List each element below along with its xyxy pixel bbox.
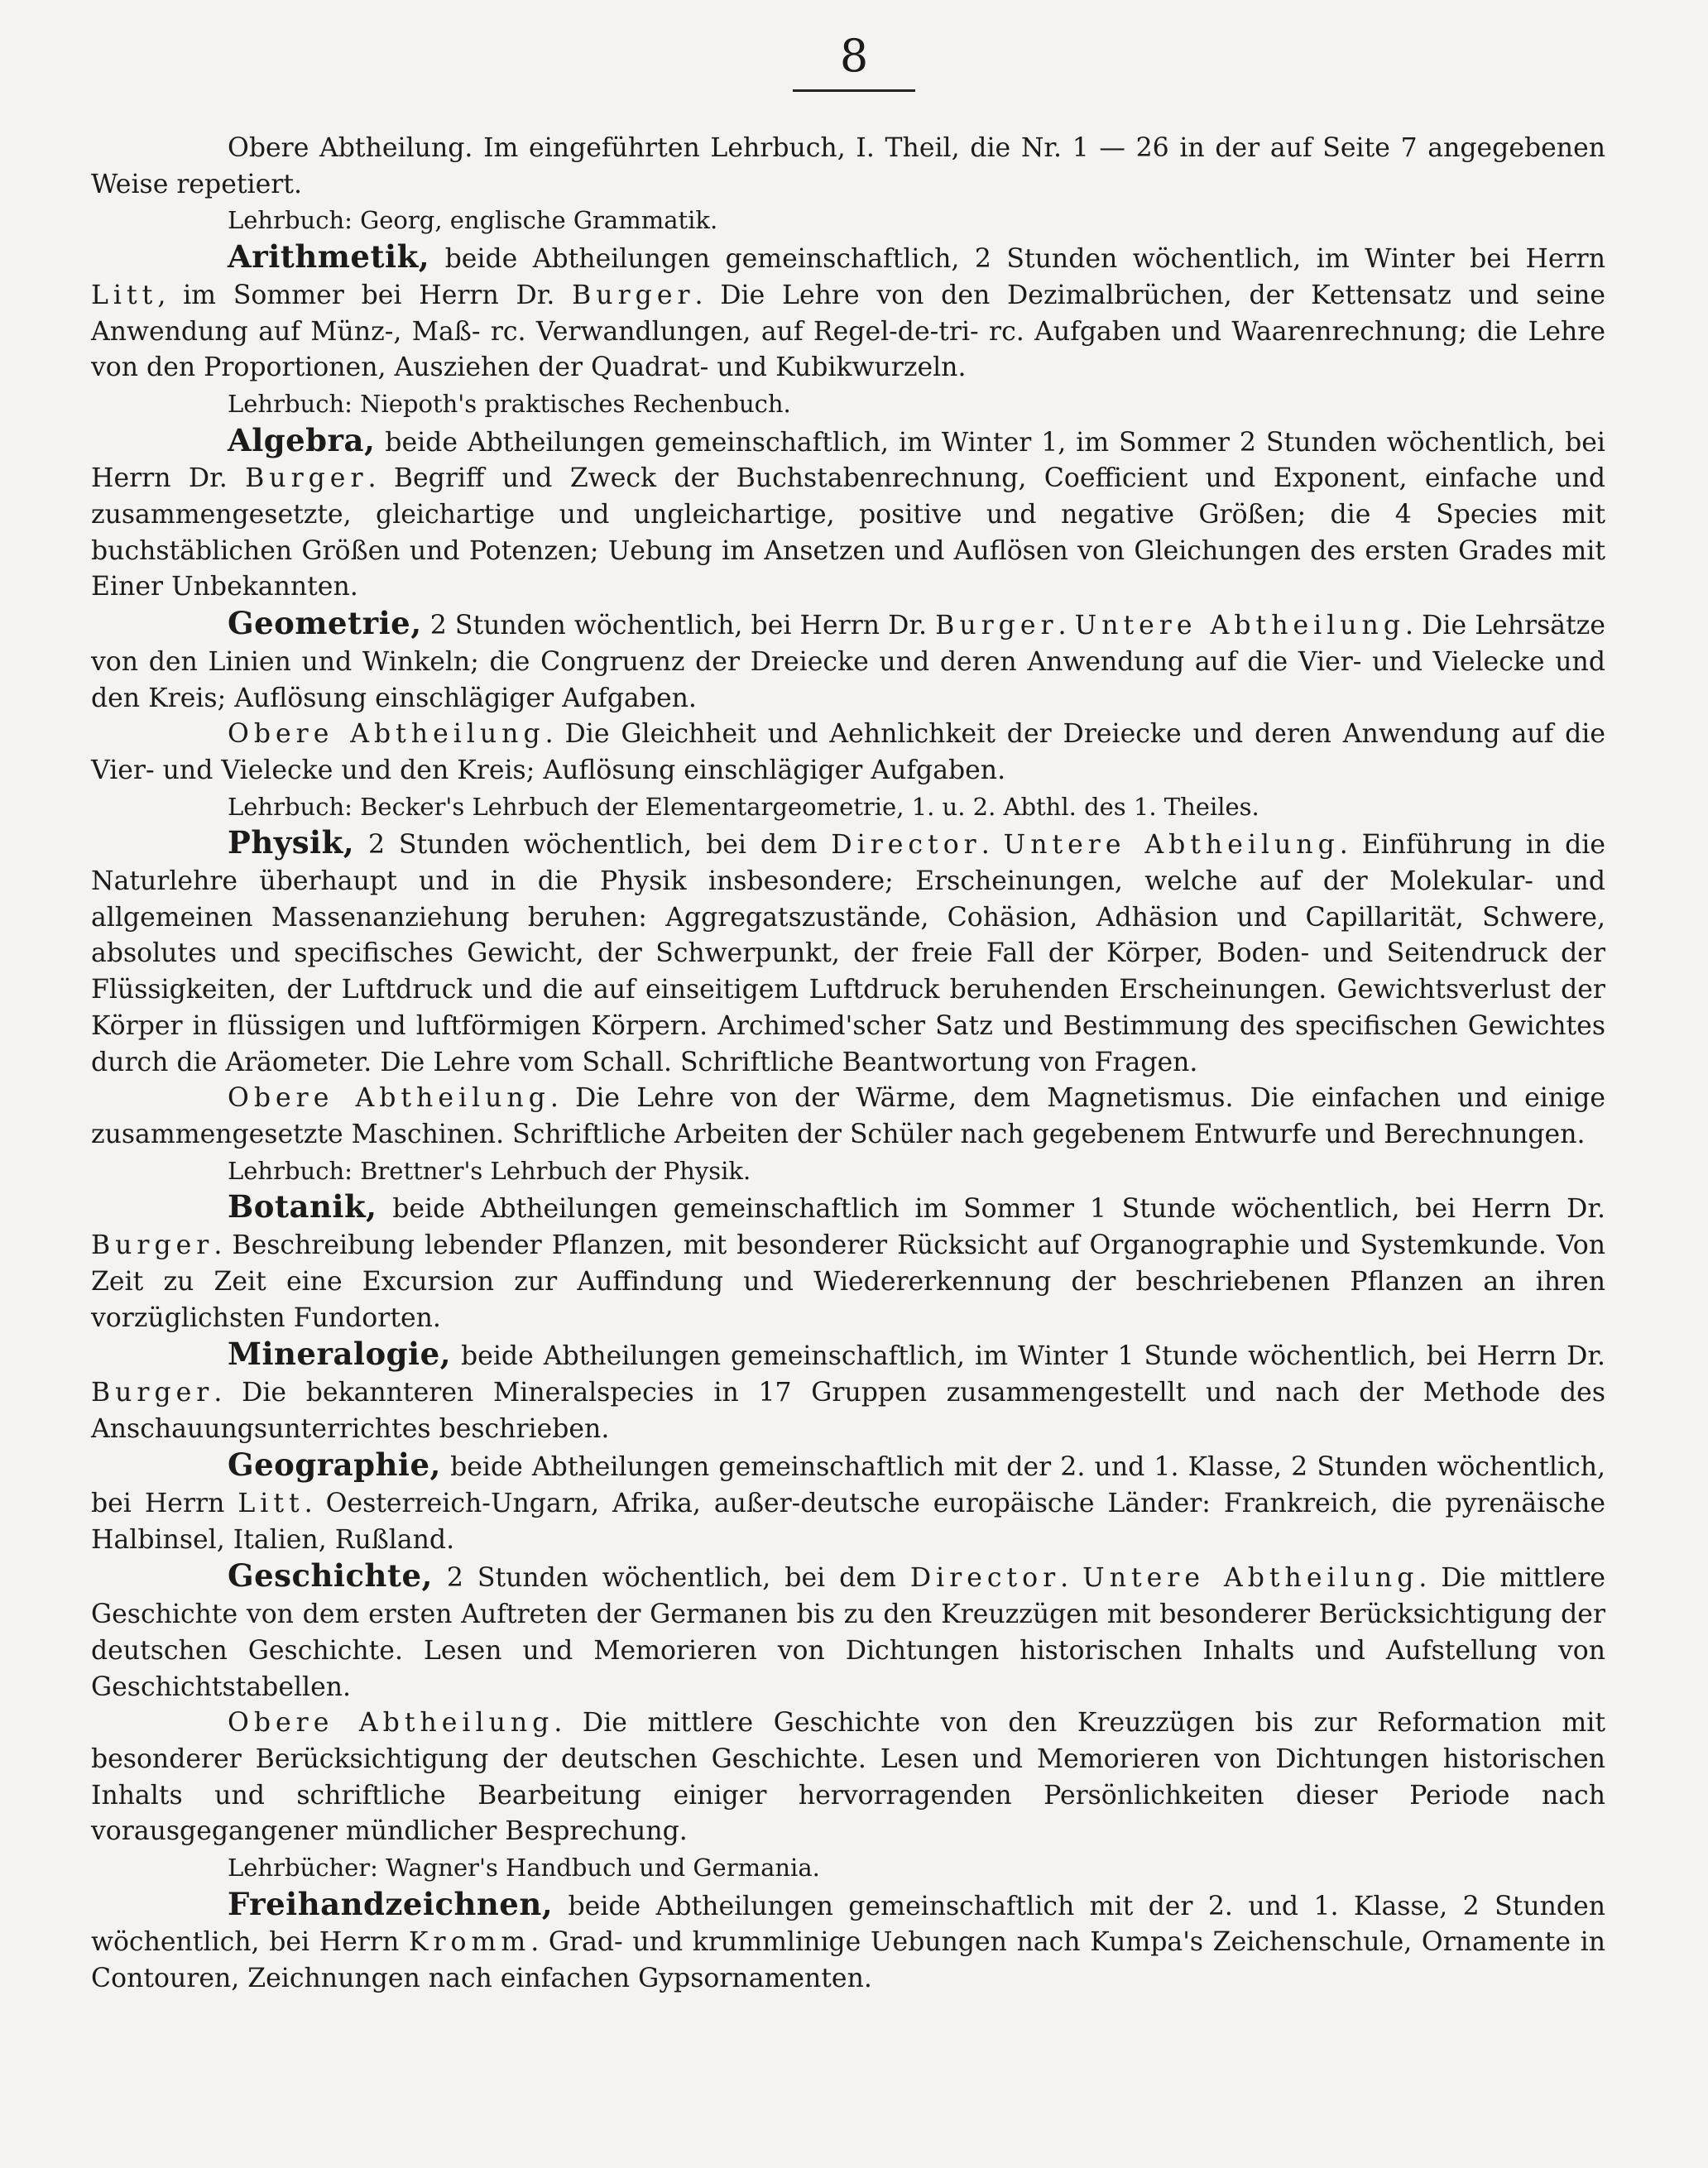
paragraph-text: Lehrbuch: Brettner's Lehrbuch der Physik.: [228, 1156, 751, 1185]
paragraph-text: beide Abtheilungen gemeinschaftlich mit der 2. und 1. Klasse, 2 Stunden wöchentlich, bei Herrn: [91, 1452, 1605, 1519]
subject-paragraph: [91, 1189, 1605, 1336]
subject-paragraph: [91, 606, 1605, 717]
textbook-note: [91, 203, 1605, 239]
subject-heading: Freihandzeichnen,: [228, 1885, 554, 1922]
subject-paragraph: [91, 1336, 1605, 1447]
spaced-name: Untere Abtheilung: [1074, 611, 1406, 641]
paragraph-text: Lehrbuch: Georg, englische Grammatik.: [228, 206, 718, 235]
paragraph-text: . Die bekannteren Mineralspecies in 17 Gruppen zusammengestellt und nach der Methode des Anschauungsunterrichtes beschrieben.: [91, 1377, 1605, 1444]
subject-heading: Geometrie,: [228, 605, 422, 642]
textbook-note: [91, 789, 1605, 826]
subject-paragraph: [91, 1447, 1605, 1558]
paragraph-text: . Die Lehrsätze von den Linien und Winkeln; die Congruenz der Dreiecke und deren Anwendung auf die Vier- und Vielecke und den Kreis; Auflösung einschlägiger Aufgaben.: [91, 611, 1605, 713]
paragraph-text: 2 Stunden wöchentlich, bei dem: [432, 1563, 910, 1594]
paragraph-text: 2 Stunden wöchentlich, bei Herrn Dr.: [421, 611, 936, 641]
paragraph-text: beide Abtheilungen gemeinschaftlich, im Winter 1, im Sommer 2 Stunden wöchentlich, bei Herrn Dr.: [91, 427, 1605, 494]
subject-paragraph: [91, 1887, 1605, 1998]
paragraph-text: Lehrbuch: Becker's Lehrbuch der Elementargeometrie, 1. u. 2. Abthl. des 1. Theiles.: [228, 792, 1259, 821]
spaced-name: Obere Abtheilung: [228, 1083, 550, 1114]
textbook-note: [91, 1850, 1605, 1887]
paragraph-text: . Die mittlere Geschichte von dem ersten Auftreten der Germanen bis zu den Kreuzzügen mit besonderer Berücksichtigung der deutschen Geschichte. Lesen und Memorieren von Dichtungen historischen Inhalts und Aufstellung von Geschichtstabellen.: [91, 1563, 1605, 1702]
section-paragraph: [91, 131, 1605, 203]
paragraph-text: .: [981, 830, 1004, 861]
page-number-rule: [793, 89, 915, 92]
paragraph-text: beide Abtheilungen gemeinschaftlich im Sommer 1 Stunde wöchentlich, bei Herrn Dr.: [377, 1194, 1605, 1225]
page-number: 8: [839, 30, 869, 82]
subject-paragraph: [91, 423, 1605, 607]
subject-heading: Mineralogie,: [228, 1336, 452, 1373]
paragraph-text: . Die Lehre von der Wärme, dem Magnetismus. Die einfachen und einige zusammengesetzte Maschinen. Schriftliche Arbeiten der Schüler nach gegebenem Entwurfe und Berechnungen.: [91, 1083, 1605, 1149]
spaced-name: Director: [909, 1563, 1061, 1594]
paragraph-text: beide Abtheilungen gemeinschaftlich, im Winter 1 Stunde wöchentlich, bei Herrn Dr.: [451, 1341, 1605, 1372]
spaced-name: Untere Abtheilung: [1082, 1563, 1419, 1594]
section-paragraph: [91, 1705, 1605, 1850]
spaced-name: Director: [831, 830, 981, 861]
spaced-name: Burger: [91, 1230, 214, 1261]
subject-heading: Algebra,: [228, 421, 376, 458]
spaced-name: Burger: [91, 1377, 214, 1408]
spaced-name: Obere Abtheilung: [228, 719, 545, 750]
paragraph-text: .: [1058, 611, 1075, 641]
paragraph-text: . Grad- und krummlinige Uebungen nach Kumpa's Zeichenschule, Ornamente in Contouren, Zeichnungen nach einfachen Gypsornamenten.: [91, 1927, 1605, 1994]
textbook-note: [91, 386, 1605, 423]
paragraph-text: . Die Lehre von den Dezimalbrüchen, der Kettensatz und seine Anwendung auf Münz-, Maß- rc. Verwandlungen, auf Regel-de-tri- rc. Aufgaben und Waarenrechnung; die Lehre von den Proportionen, Ausziehen der Quadrat- und Kubikwurzeln.: [91, 280, 1605, 383]
subject-paragraph: [91, 239, 1605, 386]
paragraph-text: .: [1060, 1563, 1083, 1594]
section-paragraph: [91, 1081, 1605, 1153]
spaced-name: Obere Abtheilung: [228, 1708, 554, 1739]
subject-paragraph: [91, 825, 1605, 1081]
subject-heading: Physik,: [228, 824, 355, 861]
paragraph-text: Lehrbuch: Niepoth's praktisches Rechenbuch.: [228, 389, 791, 418]
spaced-name: Litt: [237, 1489, 305, 1519]
spaced-name: Burger: [935, 611, 1058, 641]
paragraph-text: 2 Stunden wöchentlich, bei dem: [354, 830, 832, 861]
document-body: [91, 131, 1605, 1998]
subject-heading: Botanik,: [228, 1188, 377, 1225]
paragraph-text: Obere Abtheilung. Im eingeführten Lehrbuch, I. Theil, die Nr. 1 — 26 in der auf Seite 7 angegebenen Weise repetiert.: [91, 133, 1605, 199]
spaced-name: Kromm: [408, 1927, 531, 1958]
section-paragraph: [91, 717, 1605, 789]
paragraph-text: Lehrbücher: Wagner's Handbuch und Germania.: [228, 1854, 820, 1883]
paragraph-text: . Oesterreich-Ungarn, Afrika, außer-deutsche europäische Länder: Frankreich, die pyrenäische Halbinsel, Italien, Rußland.: [91, 1489, 1605, 1555]
subject-heading: Arithmetik,: [228, 238, 430, 276]
spaced-name: Burger: [572, 280, 695, 310]
subject-paragraph: [91, 1558, 1605, 1705]
paragraph-text: beide Abtheilungen gemeinschaftlich, 2 Stunden wöchentlich, im Winter bei Herrn: [429, 244, 1605, 275]
paragraph-text: . Einführung in die Naturlehre überhaupt und in die Physik insbesondere; Erscheinungen, welche auf der Molekular- und allgemeinen Massenanziehung beruhen: Aggregatszustände, Cohäsion, Adhäsion und Capillarität, Schwere, absolutes und specifisches Gewicht, der Schwerpunkt, der freie Fall der Körper, Boden- und Seitendruck der Flüssigkeiten, der Luftdruck und die auf einseitigem Luftdruck beruhenden Erscheinungen. Gewichtsverlust der Körper in flüssigen und luftförmigen Körpern. Archimed'scher Satz und Bestimmung des specifischen Gewichtes durch die Aräometer. Die Lehre vom Schall. Schriftliche Beantwortung von Fragen.: [91, 830, 1605, 1077]
paragraph-text: . Die mittlere Geschichte von den Kreuzzügen bis zur Reformation mit besonderer Berücksichtigung der deutschen Geschichte. Lesen und Memorieren von Dichtungen historischen Inhalts und schriftliche Bearbeitung einiger hervorragenden Persönlichkeiten dieser Periode nach vorausgegangener mündlicher Besprechung.: [91, 1708, 1606, 1847]
subject-heading: Geographie,: [228, 1446, 441, 1484]
spaced-name: Untere Abtheilung: [1003, 830, 1340, 861]
paragraph-text: . Die Gleichheit und Aehnlichkeit der Dreiecke und deren Anwendung auf die Vier- und Vielecke und den Kreis; Auflösung einschlägiger Aufgaben.: [91, 719, 1605, 785]
paragraph-text: . Begriff und Zweck der Buchstabenrechnung, Coefficient und Exponent, einfache und zusammengesetzte, gleichartige und ungleichartige, positive und negative Größen; die 4 Species mit buchstäblichen Größen und Potenzen; Uebung im Ansetzen und Auflösen von Gleichungen des ersten Grades mit Einer Unbekannten.: [91, 463, 1606, 602]
textbook-note: [91, 1154, 1605, 1190]
paragraph-text: beide Abtheilungen gemeinschaftlich mit der 2. und 1. Klasse, 2 Stunden wöchentlich, bei Herrn: [91, 1891, 1605, 1958]
paragraph-text: , im Sommer bei Herrn Dr.: [157, 280, 573, 310]
paragraph-text: . Beschreibung lebender Pflanzen, mit besonderer Rücksicht auf Organographie und Systemkunde. Von Zeit zu Zeit eine Excursion zur Auffindung und Wiedererkennung der beschriebenen Pflanzen an ihren vorzüglichsten Fundorten.: [91, 1230, 1605, 1333]
subject-heading: Geschichte,: [228, 1557, 433, 1595]
spaced-name: Litt: [91, 280, 158, 310]
spaced-name: Burger: [245, 463, 368, 494]
